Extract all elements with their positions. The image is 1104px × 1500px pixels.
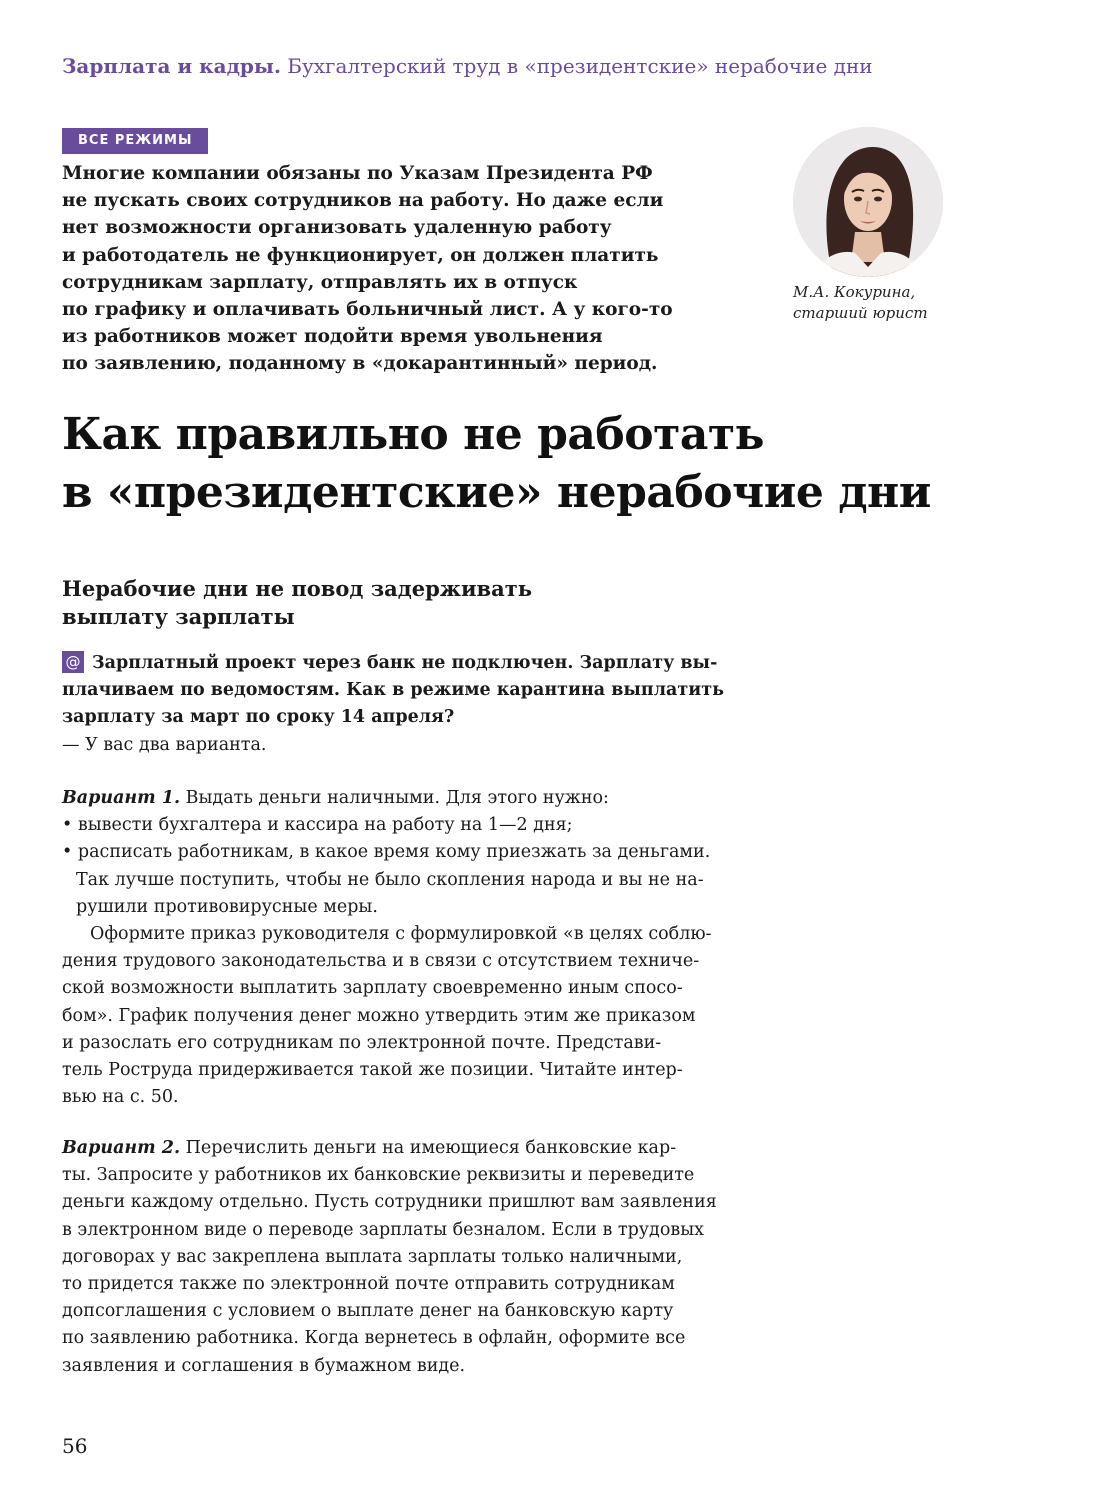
bullet-continuation: рушили противовирусные меры. bbox=[76, 896, 378, 917]
variant-1-block bbox=[62, 785, 740, 1111]
variant-1-heading bbox=[62, 785, 740, 812]
lead-paragraph bbox=[62, 160, 782, 378]
paragraph-line: вью на с. 50. bbox=[62, 1087, 179, 1108]
headline-line: Как правильно не работать bbox=[62, 409, 764, 460]
lead-line: сотрудникам зарплату, отправлять их в отпуск bbox=[62, 271, 578, 293]
author-caption bbox=[793, 282, 928, 324]
section-subheading bbox=[62, 575, 532, 631]
page-number: 56 bbox=[62, 1434, 88, 1458]
paragraph-line: Оформите приказ руководителя с формулировкой «в целях соблю- bbox=[90, 924, 712, 945]
paragraph-line: то придется также по электронной почте отправить сотрудникам bbox=[62, 1274, 675, 1295]
question-line bbox=[62, 650, 740, 677]
paragraph-line: тель Роструда придерживается такой же позиции. Читайте интер- bbox=[62, 1060, 683, 1081]
category-tag: ВСЕ РЕЖИМЫ bbox=[62, 128, 208, 154]
paragraph-line: допсоглашения с условием о выплате денег на банковскую карту bbox=[62, 1301, 674, 1322]
bullet-item: • вывести бухгалтера и кассира на работу на 1—2 дня; bbox=[62, 812, 740, 839]
question-block bbox=[62, 650, 740, 759]
paragraph-line: договорах у вас закреплена выплата зарплаты только наличными, bbox=[62, 1246, 683, 1267]
author-role: старший юрист bbox=[793, 304, 928, 322]
lead-line: и работодатель не функционирует, он должен платить bbox=[62, 244, 659, 266]
paragraph-line: и разослать его сотрудникам по электронной почте. Представи- bbox=[62, 1032, 662, 1053]
variant-2-label: Вариант 2. bbox=[62, 1138, 181, 1158]
paragraph-line: в электронном виде о переводе зарплаты безналом. Если в трудовых bbox=[62, 1219, 705, 1240]
question-line: плачиваем по ведомостям. Как в режиме карантина выплатить bbox=[62, 680, 724, 701]
variant-1-label: Вариант 1. bbox=[62, 788, 181, 808]
author-name: М.А. Кокурина, bbox=[793, 283, 916, 301]
lead-line: из работников может подойти время увольнения bbox=[62, 326, 603, 348]
lead-line: нет возможности организовать удаленную работу bbox=[62, 217, 612, 239]
bullet-item: • расписать работникам, в какое время кому приезжать за деньгами. bbox=[62, 839, 740, 866]
variant-2-block bbox=[62, 1135, 740, 1380]
paragraph-line: ской возможности выплатить зарплату своевременно иным спосо- bbox=[62, 978, 683, 999]
question-text: Зарплатный проект через банк не подключен. Зарплату вы- bbox=[92, 653, 718, 673]
author-photo bbox=[793, 127, 943, 277]
lead-line: по заявлению, поданному в «докарантинный» период. bbox=[62, 353, 658, 375]
subhead-line: Нерабочие дни не повод задерживать bbox=[62, 576, 532, 601]
question-line: зарплату за март по сроку 14 апреля? bbox=[62, 707, 455, 728]
subhead-line: выплату зарплаты bbox=[62, 604, 295, 629]
answer-intro: — У вас два варианта. bbox=[62, 734, 267, 755]
variant-2-text: Перечислить деньги на имеющиеся банковские кар- bbox=[180, 1138, 677, 1158]
lead-line: Многие компании обязаны по Указам Президента РФ bbox=[62, 163, 653, 184]
paragraph-line: дения трудового законодательства и в связи с отсутствием техниче- bbox=[62, 951, 700, 972]
bullet-continuation: Так лучше поступить, чтобы не было скопления народа и вы не на- bbox=[76, 869, 704, 890]
variant-1-text: Выдать деньги наличными. Для этого нужно: bbox=[180, 788, 609, 808]
lead-line: не пускать своих сотрудников на работу. Но даже если bbox=[62, 190, 664, 212]
lead-line: по графику и оплачивать больничный лист. А у кого-то bbox=[62, 299, 673, 321]
email-question-icon: @ bbox=[62, 651, 84, 673]
section-name: Зарплата и кадры. bbox=[62, 54, 281, 78]
headline-line: в «президентские» нерабочие дни bbox=[62, 467, 931, 518]
running-head bbox=[62, 54, 873, 78]
paragraph-line: ты. Запросите у работников их банковские реквизиты и переведите bbox=[62, 1165, 695, 1186]
paragraph-line: деньги каждому отдельно. Пусть сотрудники пришлют вам заявления bbox=[62, 1192, 717, 1213]
article-headline bbox=[62, 406, 931, 522]
variant-2-heading bbox=[62, 1135, 740, 1162]
paragraph-line: по заявлению работника. Когда вернетесь в офлайн, оформите все bbox=[62, 1328, 686, 1349]
paragraph-line: бом». График получения денег можно утвердить этим же приказом bbox=[62, 1005, 696, 1026]
running-title: Бухгалтерский труд в «президентские» нерабочие дни bbox=[287, 54, 873, 78]
paragraph-line: заявления и соглашения в бумажном виде. bbox=[62, 1355, 466, 1376]
